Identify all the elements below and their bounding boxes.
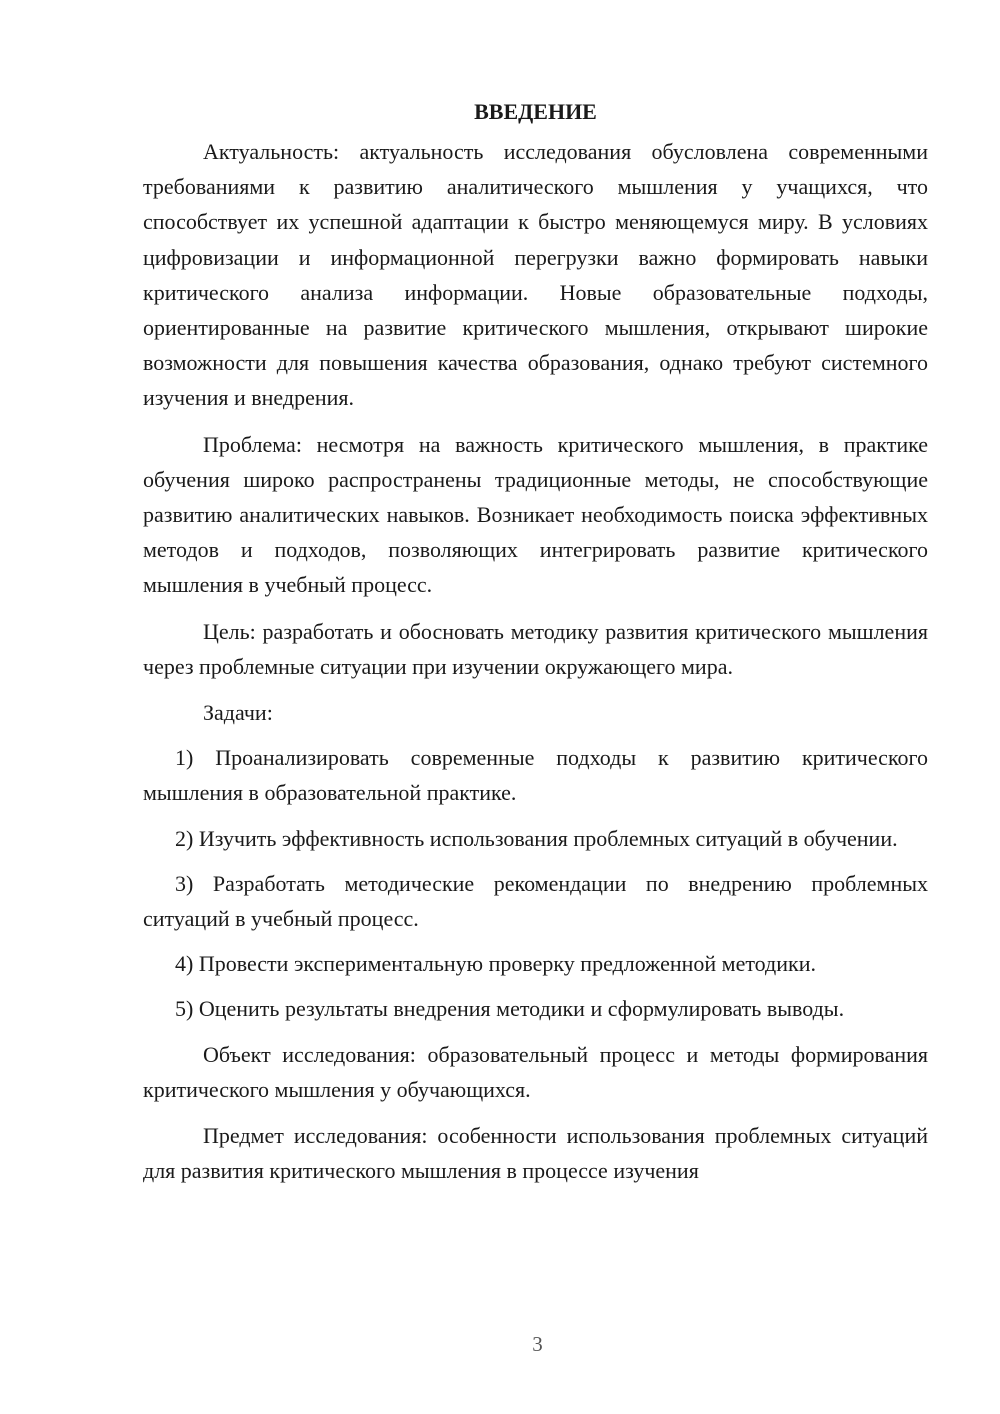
page-content [143,94,928,1199]
page-number: 3 [532,1332,543,1356]
relevance-paragraph: Актуальность: актуальность исследования обусловлена современными требованиями к развитию аналитического мышления у учащихся, что способствует их успешной адаптации к быстро меняющемуся миру. В условиях цифровизации и информационной перегрузки важно формировать навыки критического анализа информации. Новые образовательные подходы, ориентированные на развитие критического мышления, открывают широкие возможности для повышения качества образования, однако требуют системного изучения и внедрения. [143,139,928,411]
task-item-4: 4) Провести экспериментальную проверку предложенной методики. [175,951,816,977]
section-heading: ВВЕДЕНИЕ [474,99,597,124]
task-item-1: 1) Проанализировать современные подходы к развитию критического мышления в образовательной практике. [143,745,928,806]
task-item-3: 3) Разработать методические рекомендации по внедрению проблемных ситуаций в учебный процесс. [143,870,928,932]
task-item-5: 5) Оценить результаты внедрения методики и сформулировать выводы. [175,996,845,1022]
subject-paragraph: Предмет исследования: особенности использования проблемных ситуаций для развития критического мышления в процессе изучения [143,1123,928,1184]
tasks-label: Задачи: [203,700,273,726]
problem-paragraph: Проблема: несмотря на важность критического мышления, в практике обучения широко распространены традиционные методы, не способствующие развитию аналитических навыков. Возникает необходимость поиска эффективных методов и подходов, позволяющих интегрировать развитие критического мышления в учебный процесс. [143,431,928,598]
task-item-2: 2) Изучить эффективность использования проблемных ситуаций в обучении. [175,825,898,851]
object-paragraph: Объект исследования: образовательный процесс и методы формирования критического мышления у обучающихся. [143,1041,928,1102]
goal-paragraph: Цель: разработать и обосновать методику развития критического мышления через проблемные ситуации при изучении окружающего мира. [143,618,928,679]
